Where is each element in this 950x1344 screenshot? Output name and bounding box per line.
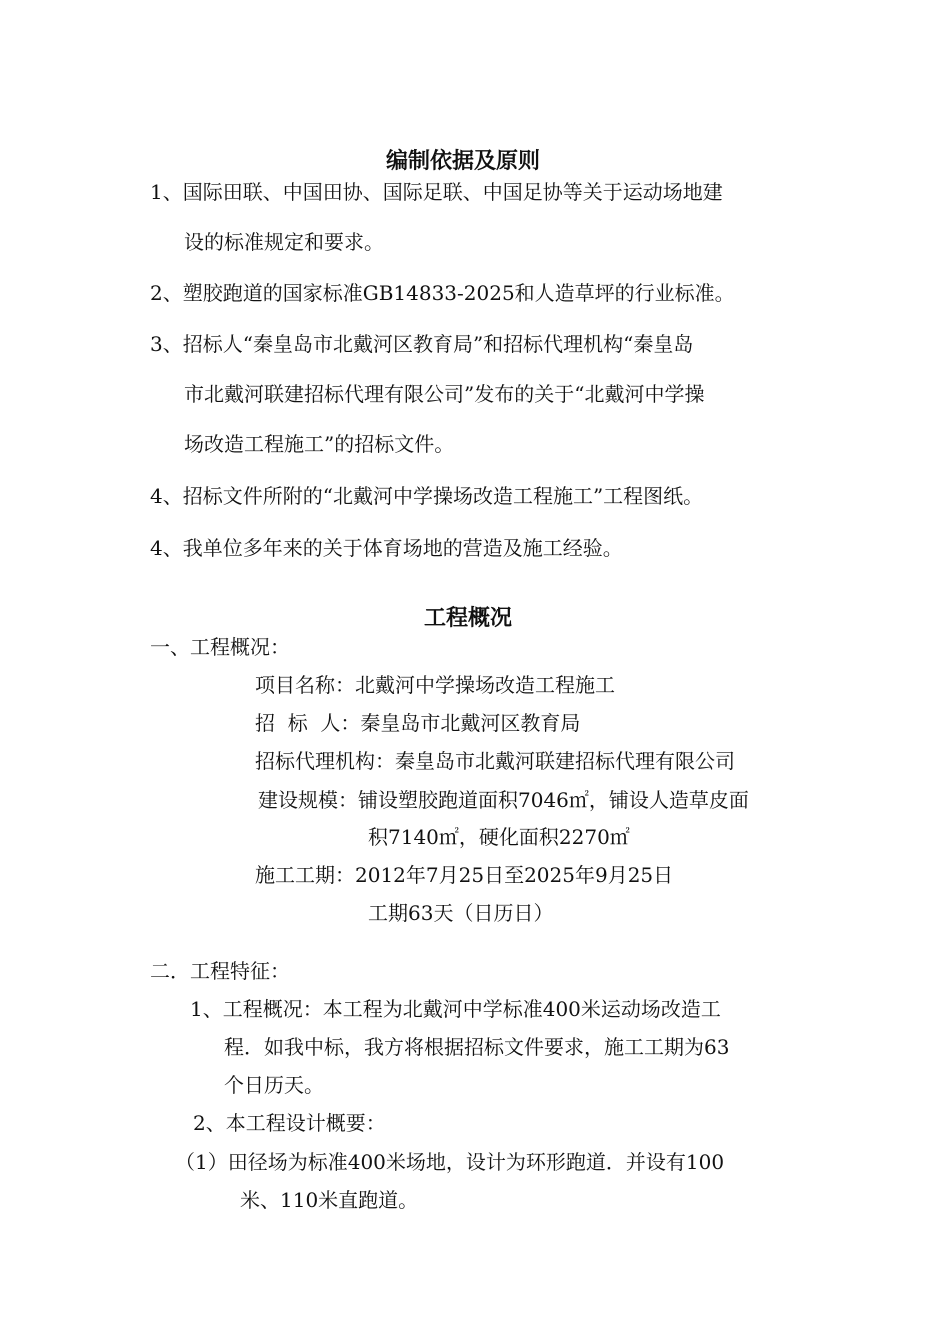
project-name: 项目名称：北戴河中学操场改造工程施工: [255, 673, 615, 697]
design-item-1-line-1: （1）田径场为标准400米场地，设计为环形跑道．并设有100: [175, 1150, 725, 1174]
section-title-overview: 工程概况: [424, 605, 513, 631]
basis-item-3-line-3: 场改造工程施工”的招标文件。: [184, 432, 455, 456]
construction-scale-line-2: 积7140㎡，硬化面积2270㎡: [368, 825, 630, 849]
tenderer: 招 标 人：秦皇岛市北戴河区教育局: [255, 711, 581, 735]
design-item-1-line-2: 米、110米直跑道。: [240, 1188, 419, 1212]
feature-item-1-line-1: 1、工程概况：本工程为北戴河中学标准400米运动场改造工: [190, 997, 721, 1021]
basis-item-3-line-2: 市北戴河联建招标代理有限公司”发布的关于“北戴河中学操: [184, 382, 705, 406]
basis-item-1-line-1: 1、国际田联、中国田协、国际足联、中国足协等关于运动场地建: [150, 180, 723, 204]
construction-period-line-1: 施工工期：2012年7月25日至2025年9月25日: [255, 863, 674, 887]
basis-item-1-line-2: 设的标准规定和要求。: [184, 230, 384, 254]
basis-item-3-line-1: 3、招标人“秦皇岛市北戴河区教育局”和招标代理机构“秦皇岛: [150, 332, 694, 356]
construction-period-line-2: 工期63天（日历日）: [368, 901, 554, 925]
feature-item-1-line-2: 程．如我中标，我方将根据招标文件要求，施工工期为63: [224, 1035, 730, 1059]
feature-item-1-line-3: 个日历天。: [224, 1073, 324, 1097]
construction-scale-line-1: 建设规模：铺设塑胶跑道面积7046㎡，铺设人造草皮面: [258, 788, 749, 812]
feature-item-2: 2、本工程设计概要：: [193, 1111, 386, 1135]
overview-part2-heading: 二．工程特征：: [150, 959, 290, 983]
basis-item-5: 4、我单位多年来的关于体育场地的营造及施工经验。: [150, 536, 623, 560]
basis-item-2: 2、塑胶跑道的国家标准GB14833-2025和人造草坪的行业标准。: [150, 281, 735, 305]
basis-item-4: 4、招标文件所附的“北戴河中学操场改造工程施工”工程图纸。: [150, 484, 704, 508]
tender-agency: 招标代理机构：秦皇岛市北戴河联建招标代理有限公司: [255, 749, 735, 773]
overview-part1-heading: 一、工程概况：: [150, 635, 290, 659]
section-title-basis: 编制依据及原则: [386, 148, 541, 174]
